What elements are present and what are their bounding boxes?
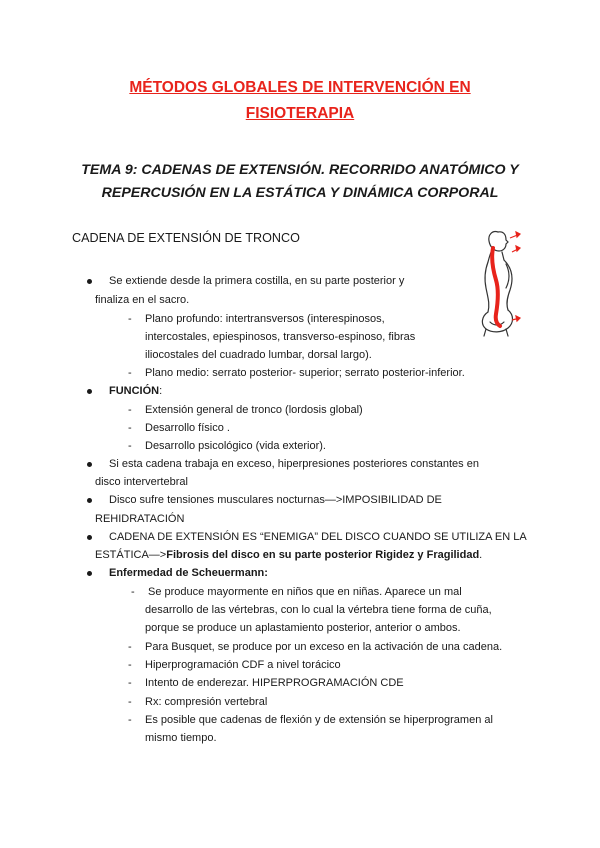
doc-title-line-1: MÉTODOS GLOBALES DE INTERVENCIÓN EN — [129, 79, 471, 96]
list-item-text: Es posible que cadenas de flexión y de extensión se hiperprogramen al — [145, 714, 493, 726]
doc-title-line-2: FISIOTERAPIA — [245, 105, 355, 122]
dash-marker: - — [128, 659, 132, 671]
list-item-text: Desarrollo físico . — [145, 422, 230, 434]
list-item-text — [95, 550, 482, 561]
list-item-text: desarrollo de las vértebras, con lo cual la vértebra tiene forma de cuña, — [145, 604, 492, 616]
list-item-text: Si esta cadena trabaja en exceso, hiperpresiones posteriores constantes en — [109, 458, 479, 470]
list-item-text: Plano medio: serrato posterior- superior; serrato posterior-inferior. — [145, 367, 465, 379]
statics-prefix: ESTÁTICA—> — [95, 549, 167, 561]
doc-subtitle-line-1: TEMA 9: CADENAS DE EXTENSIÓN. RECORRIDO ANATÓMICO Y — [81, 162, 519, 178]
list-item-text: Hiperprogramación CDF a nivel torácico — [145, 659, 341, 671]
dash-marker: - — [128, 696, 132, 708]
doc-subtitle-line-2: REPERCUSIÓN EN LA ESTÁTICA Y DINÁMICA CORPORAL — [101, 185, 499, 201]
section-heading: CADENA DE EXTENSIÓN DE TRONCO — [72, 231, 300, 245]
list-item-text: Intento de enderezar. HIPERPROGRAMACIÓN CDE — [145, 677, 404, 689]
list-item-text: Para Busquet, se produce por un exceso en la activación de una cadena. — [145, 641, 503, 653]
function-label: FUNCIÓN — [109, 385, 160, 397]
dash-marker: - — [128, 714, 132, 726]
scheuermann-heading: Enfermedad de Scheuermann: — [109, 567, 268, 579]
list-item-text: finaliza en el sacro. — [95, 294, 190, 306]
list-item-text: Desarrollo psicológico (vida exterior). — [145, 440, 326, 452]
list-item-text: porque se produce un aplastamiento posterior, anterior o ambos. — [145, 622, 461, 634]
list-item-text: REHIDRATACIÓN — [95, 513, 185, 525]
dash-marker: - — [128, 367, 132, 379]
list-bullet — [87, 462, 92, 467]
list-item-text: Extensión general de tronco (lordosis global) — [145, 404, 363, 416]
list-bullet — [87, 279, 92, 284]
dash-marker: - — [128, 313, 132, 325]
list-bullet — [87, 498, 92, 503]
dash-marker: - — [128, 440, 132, 452]
list-bullet — [87, 535, 92, 540]
spine-extension-chain-figure — [460, 218, 540, 343]
list-item-text: Se extiende desde la primera costilla, en su parte posterior y — [109, 275, 405, 287]
list-bullet — [87, 571, 92, 576]
dash-marker: - — [128, 641, 132, 653]
function-colon: : — [159, 385, 163, 397]
list-item-text: Se produce mayormente en niños que en niñas. Aparece un mal — [148, 586, 462, 598]
dash-marker: - — [128, 677, 132, 689]
list-item-text: intercostales, epiespinosos, transverso-espinoso, fibras — [145, 331, 416, 343]
list-item-text — [109, 386, 162, 397]
list-item-text: Plano profundo: intertransversos (interespinosos, — [145, 313, 385, 325]
list-item-text: CADENA DE EXTENSIÓN ES “ENEMIGA” DEL DISCO CUANDO SE UTILIZA EN LA — [109, 531, 527, 543]
list-item-text: disco intervertebral — [95, 476, 188, 488]
list-item-text: Rx: compresión vertebral — [145, 696, 268, 708]
fibrosis-emphasis: Fibrosis del disco en su parte posterior Rigidez y Fragilidad — [166, 549, 480, 561]
list-item-text: Disco sufre tensiones musculares nocturnas—>IMPOSIBILIDAD DE — [109, 494, 442, 506]
dash-marker: - — [128, 404, 132, 416]
list-bullet — [87, 389, 92, 394]
dash-marker: - — [128, 422, 132, 434]
sentence-period: . — [479, 549, 483, 561]
list-item-text: mismo tiempo. — [145, 732, 217, 744]
dash-marker: - — [131, 586, 135, 598]
list-item-text: iliocostales del cuadrado lumbar, dorsal largo). — [145, 349, 372, 361]
extension-chain-line — [492, 248, 500, 326]
